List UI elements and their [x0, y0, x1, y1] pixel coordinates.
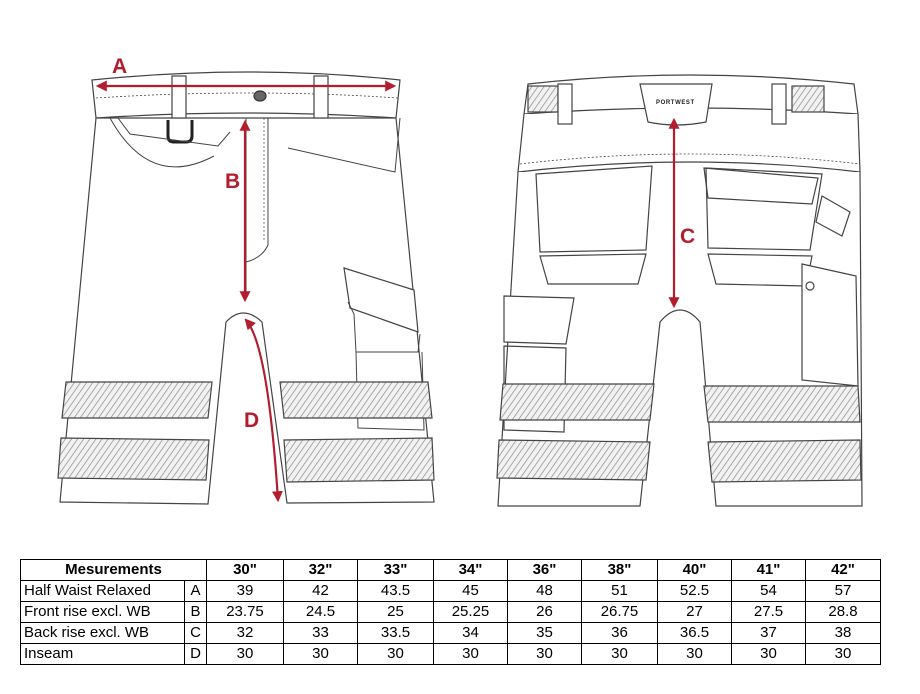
table-cell: 25.25 — [434, 602, 508, 623]
front-reflective-band-upper — [62, 382, 212, 418]
dimension-label-d: D — [244, 409, 260, 432]
row-code: B — [185, 602, 207, 623]
back-waist-patch-left — [528, 86, 558, 112]
front-waistband — [92, 72, 400, 118]
size-header: 42" — [806, 560, 881, 581]
table-row — [21, 581, 881, 602]
back-belt-loop-left — [558, 84, 572, 124]
size-header-row — [21, 560, 881, 581]
table-cell: 28.8 — [806, 602, 881, 623]
table-cell: 36 — [582, 623, 658, 644]
table-cell: 30 — [434, 644, 508, 665]
row-name: Front rise excl. WB — [21, 602, 185, 623]
front-reflective-band-lower — [58, 438, 209, 480]
brand-label: PORTWEST — [656, 100, 695, 106]
dimension-label-b: B — [225, 170, 241, 193]
back-belt-loop-right — [772, 84, 786, 124]
table-cell: 26 — [508, 602, 582, 623]
row-code: A — [185, 581, 207, 602]
table-cell: 26.75 — [582, 602, 658, 623]
table-cell: 39 — [207, 581, 284, 602]
table-cell: 30 — [508, 644, 582, 665]
table-cell: 30 — [658, 644, 732, 665]
front-belt-loop-left — [172, 76, 186, 118]
table-cell: 27.5 — [732, 602, 806, 623]
row-name: Half Waist Relaxed — [21, 581, 185, 602]
table-cell: 37 — [732, 623, 806, 644]
table-cell: 27 — [658, 602, 732, 623]
size-chart-table — [20, 559, 881, 665]
size-header: 34" — [434, 560, 508, 581]
table-cell: 33.5 — [358, 623, 434, 644]
back-reflective-band-lower — [497, 440, 650, 480]
size-header: 33" — [358, 560, 434, 581]
table-cell: 38 — [806, 623, 881, 644]
table-cell: 30 — [732, 644, 806, 665]
table-cell: 30 — [284, 644, 358, 665]
back-waist-patch-right — [792, 86, 824, 112]
size-header: 36" — [508, 560, 582, 581]
back-reflective-band-upper — [500, 384, 654, 420]
back-cargo-pocket — [504, 296, 574, 344]
table-cell: 48 — [508, 581, 582, 602]
table-cell: 33 — [284, 623, 358, 644]
row-name: Inseam — [21, 644, 185, 665]
table-cell: 32 — [207, 623, 284, 644]
table-cell: 30 — [207, 644, 284, 665]
size-header: 30" — [207, 560, 284, 581]
table-cell: 30 — [806, 644, 881, 665]
back-pocket-right — [706, 168, 822, 250]
table-cell: 43.5 — [358, 581, 434, 602]
table-cell: 30 — [582, 644, 658, 665]
front-button — [254, 91, 266, 101]
back-view-shorts — [497, 75, 862, 506]
table-cell: 51 — [582, 581, 658, 602]
table-cell: 52.5 — [658, 581, 732, 602]
measurements-header: Mesurements — [21, 560, 207, 581]
table-row — [21, 602, 881, 623]
table-cell: 42 — [284, 581, 358, 602]
row-code: D — [185, 644, 207, 665]
table-cell: 36.5 — [658, 623, 732, 644]
size-header: 38" — [582, 560, 658, 581]
table-row — [21, 623, 881, 644]
dimension-label-c: C — [680, 225, 696, 248]
table-row — [21, 644, 881, 665]
size-header: 40" — [658, 560, 732, 581]
table-cell: 24.5 — [284, 602, 358, 623]
row-code: C — [185, 623, 207, 644]
table-cell: 45 — [434, 581, 508, 602]
table-cell: 57 — [806, 581, 881, 602]
size-header: 41" — [732, 560, 806, 581]
table-cell: 25 — [358, 602, 434, 623]
table-cell: 54 — [732, 581, 806, 602]
size-header: 32" — [284, 560, 358, 581]
table-cell: 30 — [358, 644, 434, 665]
table-cell: 35 — [508, 623, 582, 644]
back-pocket-left — [536, 166, 652, 252]
table-cell: 23.75 — [207, 602, 284, 623]
table-cell: 34 — [434, 623, 508, 644]
front-belt-loop-right — [314, 76, 328, 118]
dimension-label-a: A — [112, 55, 128, 78]
row-name: Back rise excl. WB — [21, 623, 185, 644]
